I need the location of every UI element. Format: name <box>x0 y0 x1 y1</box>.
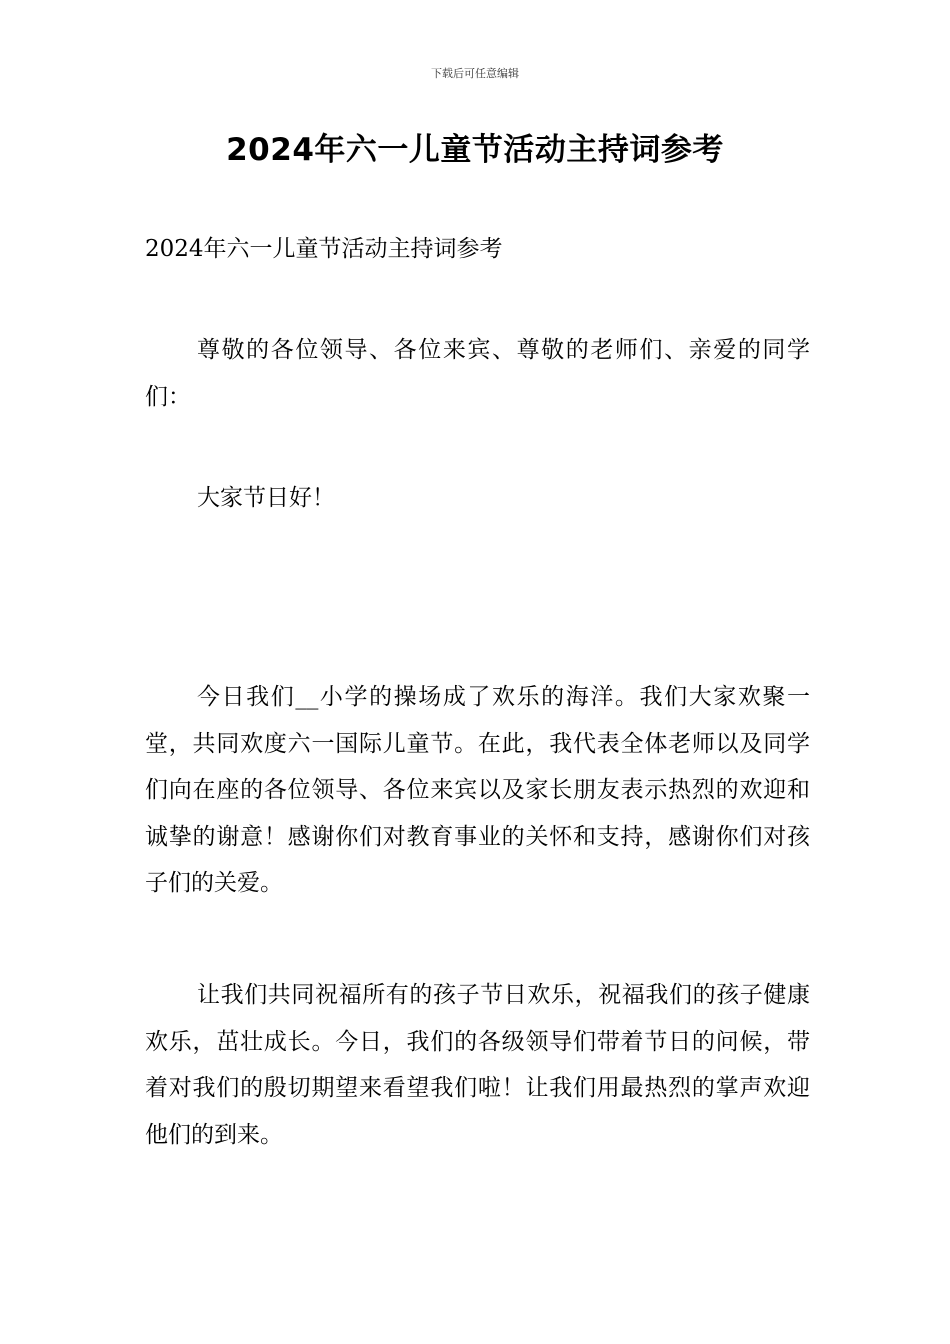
body-paragraph-2: 让我们共同祝福所有的孩子节日欢乐，祝福我们的孩子健康欢乐，茁壮成长。今日，我们的各级领导们带着节日的问候，带着对我们的殷切期望来看望我们啦！让我们用最热烈的掌声欢迎他们的到来。 <box>145 982 810 1148</box>
subtitle-paragraph: 2024年六一儿童节活动主持词参考 <box>145 236 503 262</box>
header-note: 下载后可任意编辑 <box>431 67 519 80</box>
document-title: 2024年六一儿童节活动主持词参考 <box>226 132 724 168</box>
hello-paragraph: 大家节日好！ <box>197 485 335 511</box>
body-paragraph-1: 今日我们__小学的操场成了欢乐的海洋。我们大家欢聚一堂，共同欢度六一国际儿童节。在此，我代表全体老师以及同学们向在座的各位领导、各位来宾以及家长朋友表示热烈的欢迎和诚挚的谢意！感谢你们对教育事业的关怀和支持，感谢你们对孩子们的关爱。 <box>145 684 810 896</box>
greeting-paragraph: 尊敬的各位领导、各位来宾、尊敬的老师们、亲爱的同学们： <box>145 337 810 410</box>
